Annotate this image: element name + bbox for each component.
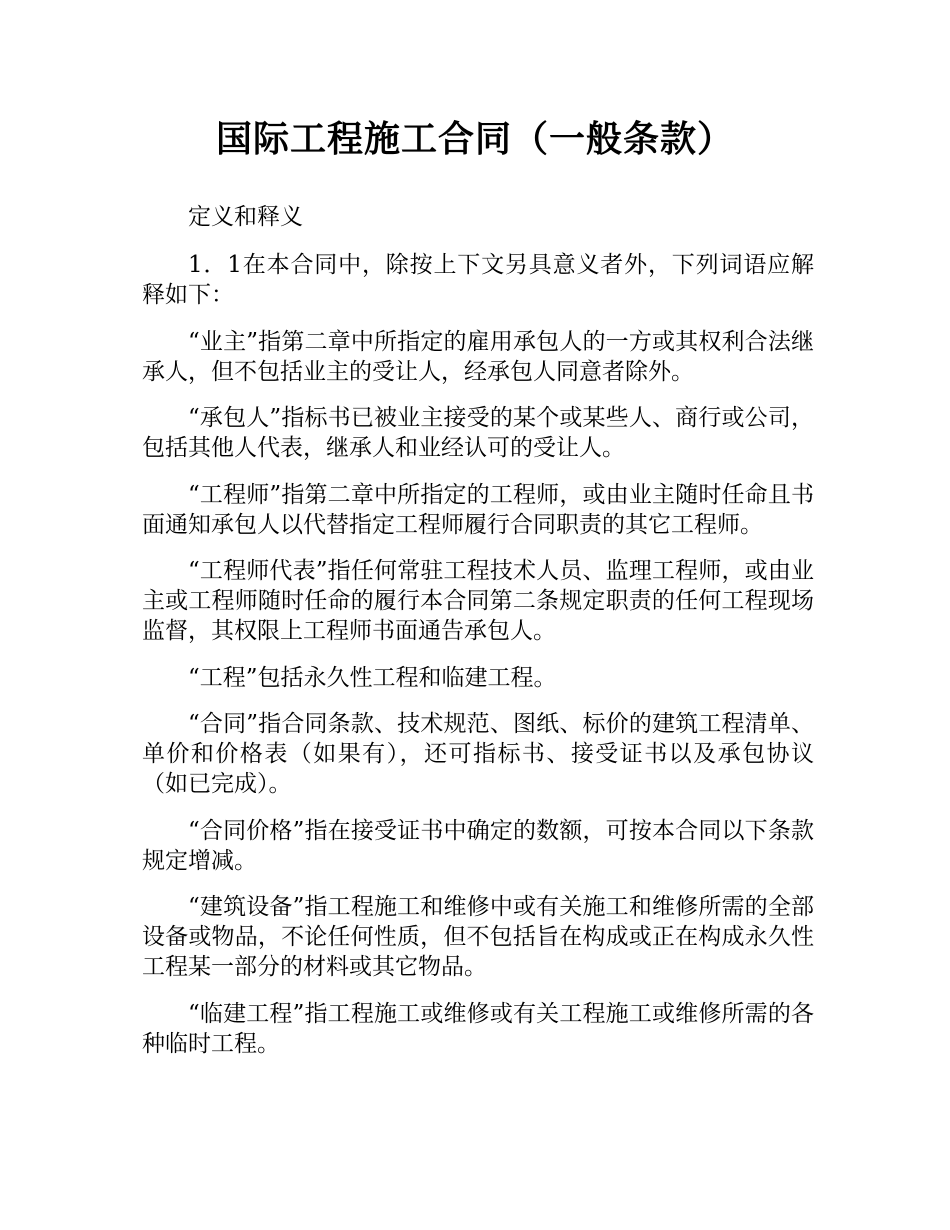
- section-heading: 定义和释义: [188, 204, 303, 230]
- paragraph-contract: “合同”指合同条款、技术规范、图纸、标价的建筑工程清单、单价和价格表（如果有），还可指标书、接受证书以及承包协议（如已完成）。: [142, 711, 814, 797]
- paragraph-constructional-plant: “建筑设备”指工程施工和维修中或有关施工和维修所需的全部设备或物品，不论任何性质，但不包括旨在构成或正在构成永久性工程某一部分的材料或其它物品。: [142, 894, 814, 980]
- document-title: 国际工程施工合同（一般条款）: [215, 119, 734, 160]
- paragraph-1-1: 1．1在本合同中，除按上下文另具意义者外，下列词语应解释如下：: [142, 252, 814, 308]
- paragraph-works: “工程”包括永久性工程和临建工程。: [188, 664, 557, 691]
- paragraph-temporary-works: “临建工程”指工程施工或维修或有关工程施工或维修所需的各种临时工程。: [142, 1000, 814, 1057]
- paragraph-engineer-representative: “工程师代表”指任何常驻工程技术人员、监理工程师，或由业主或工程师随时任命的履行本合同第二条规定职责的任何工程现场监督，其权限上工程师书面通告承包人。: [142, 558, 814, 644]
- document-body: [142, 202, 814, 1075]
- paragraph-employer: “业主”指第二章中所指定的雇用承包人的一方或其权利合法继承人，但不包括业主的受让人，经承包人同意者除外。: [142, 328, 814, 385]
- paragraph-engineer: “工程师”指第二章中所指定的工程师，或由业主随时任命且书面通知承包人以代替指定工程师履行合同职责的其它工程师。: [142, 481, 814, 538]
- paragraph-contractor: “承包人”指标书已被业主接受的某个或某些人、商行或公司，包括其他人代表，继承人和业经认可的受让人。: [142, 405, 814, 461]
- paragraph-contract-price: “合同价格”指在接受证书中确定的数额，可按本合同以下条款规定增减。: [142, 817, 814, 874]
